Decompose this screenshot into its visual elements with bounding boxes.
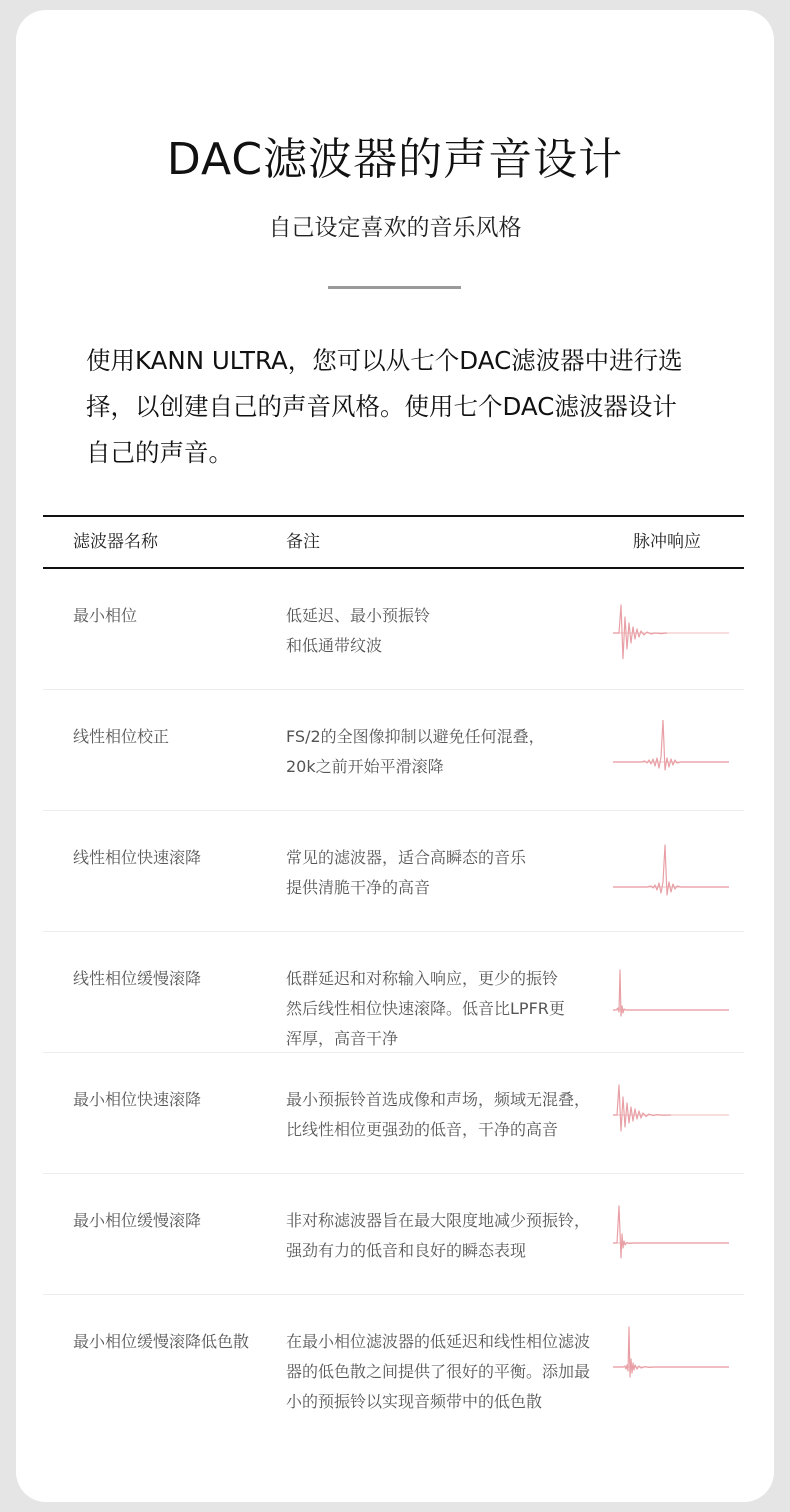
- intro-line: 使用KANN ULTRA，您可以从七个DAC滤波器中进行选: [86, 346, 683, 375]
- table-row: [43, 690, 744, 811]
- table-row: [43, 1174, 744, 1295]
- note-line: 在最小相位滤波器的低延迟和线性相位滤波: [286, 1332, 591, 1351]
- table-row: [43, 569, 744, 690]
- page-title: DAC滤波器的声音设计: [166, 134, 624, 185]
- impulse-linear-slow-icon: [611, 962, 731, 1022]
- table-row: [43, 1053, 744, 1174]
- note-line: 和低通带纹波: [286, 636, 383, 655]
- filter-name: 线性相位快速滚降: [73, 848, 202, 867]
- filter-note: [286, 1085, 606, 1145]
- intro-paragraph: [86, 338, 726, 476]
- table-row: [43, 1295, 744, 1415]
- filter-name: 最小相位缓慢滚降: [73, 1211, 202, 1230]
- filter-note: [286, 964, 606, 1054]
- note-line: 低延迟、最小预振铃: [286, 606, 431, 625]
- impulse-min-phase-icon: [611, 599, 731, 659]
- table-row: [43, 932, 744, 1053]
- title-divider: [328, 286, 461, 289]
- note-line: 浑厚，高音干净: [286, 1029, 399, 1048]
- note-line: 20k之前开始平滑滚降: [286, 757, 444, 776]
- table-row: [43, 811, 744, 932]
- filter-note: [286, 1206, 606, 1266]
- impulse-linear-corrected-icon: [611, 720, 731, 780]
- note-line: 小的预振铃以实现音频带中的低色散: [286, 1392, 543, 1411]
- filter-name: 线性相位缓慢滚降: [73, 969, 202, 988]
- filter-table: [43, 515, 744, 1415]
- note-line: 最小预振铃首选成像和声场，频域无混叠，: [286, 1090, 591, 1109]
- content-card: [16, 10, 774, 1502]
- header-filter-name: 滤波器名称: [73, 532, 158, 552]
- header-impulse-response: 脉冲响应: [633, 532, 701, 552]
- intro-line: 自己的声音。: [86, 438, 233, 467]
- note-line: 强劲有力的低音和良好的瞬态表现: [286, 1241, 527, 1260]
- impulse-min-slow-low-dispersion-icon: [611, 1325, 731, 1385]
- table-header: [43, 515, 744, 569]
- impulse-linear-fast-icon: [611, 841, 731, 901]
- note-line: FS/2的全图像抑制以避免任何混叠，: [286, 727, 545, 746]
- note-line: 低群延迟和对称输入响应，更少的振铃: [286, 969, 559, 988]
- note-line: 常见的滤波器，适合高瞬态的音乐: [286, 848, 527, 867]
- note-line: 器的低色散之间提供了很好的平衡。添加最: [286, 1362, 591, 1381]
- filter-note: [286, 722, 606, 782]
- filter-name: 最小相位快速滚降: [73, 1090, 202, 1109]
- impulse-min-fast-icon: [611, 1083, 731, 1143]
- filter-note: [286, 601, 606, 661]
- filter-note: [286, 843, 606, 903]
- note-line: 然后线性相位快速滚降。低音比LPFR更: [286, 999, 565, 1018]
- note-line: 提供清脆干净的高音: [286, 878, 431, 897]
- impulse-min-slow-icon: [611, 1204, 731, 1264]
- page-subtitle: 自己设定喜欢的音乐风格: [268, 215, 522, 241]
- filter-name: 线性相位校正: [73, 727, 170, 746]
- filter-name: 最小相位: [73, 606, 138, 625]
- intro-line: 择，以创建自己的声音风格。使用七个DAC滤波器设计: [86, 392, 677, 421]
- note-line: 非对称滤波器旨在最大限度地减少预振铃，: [286, 1211, 591, 1230]
- note-line: 比线性相位更强劲的低音，干净的高音: [286, 1120, 559, 1139]
- header-note: 备注: [286, 532, 320, 552]
- filter-name: 最小相位缓慢滚降低色散: [73, 1332, 250, 1351]
- filter-note: [286, 1327, 606, 1417]
